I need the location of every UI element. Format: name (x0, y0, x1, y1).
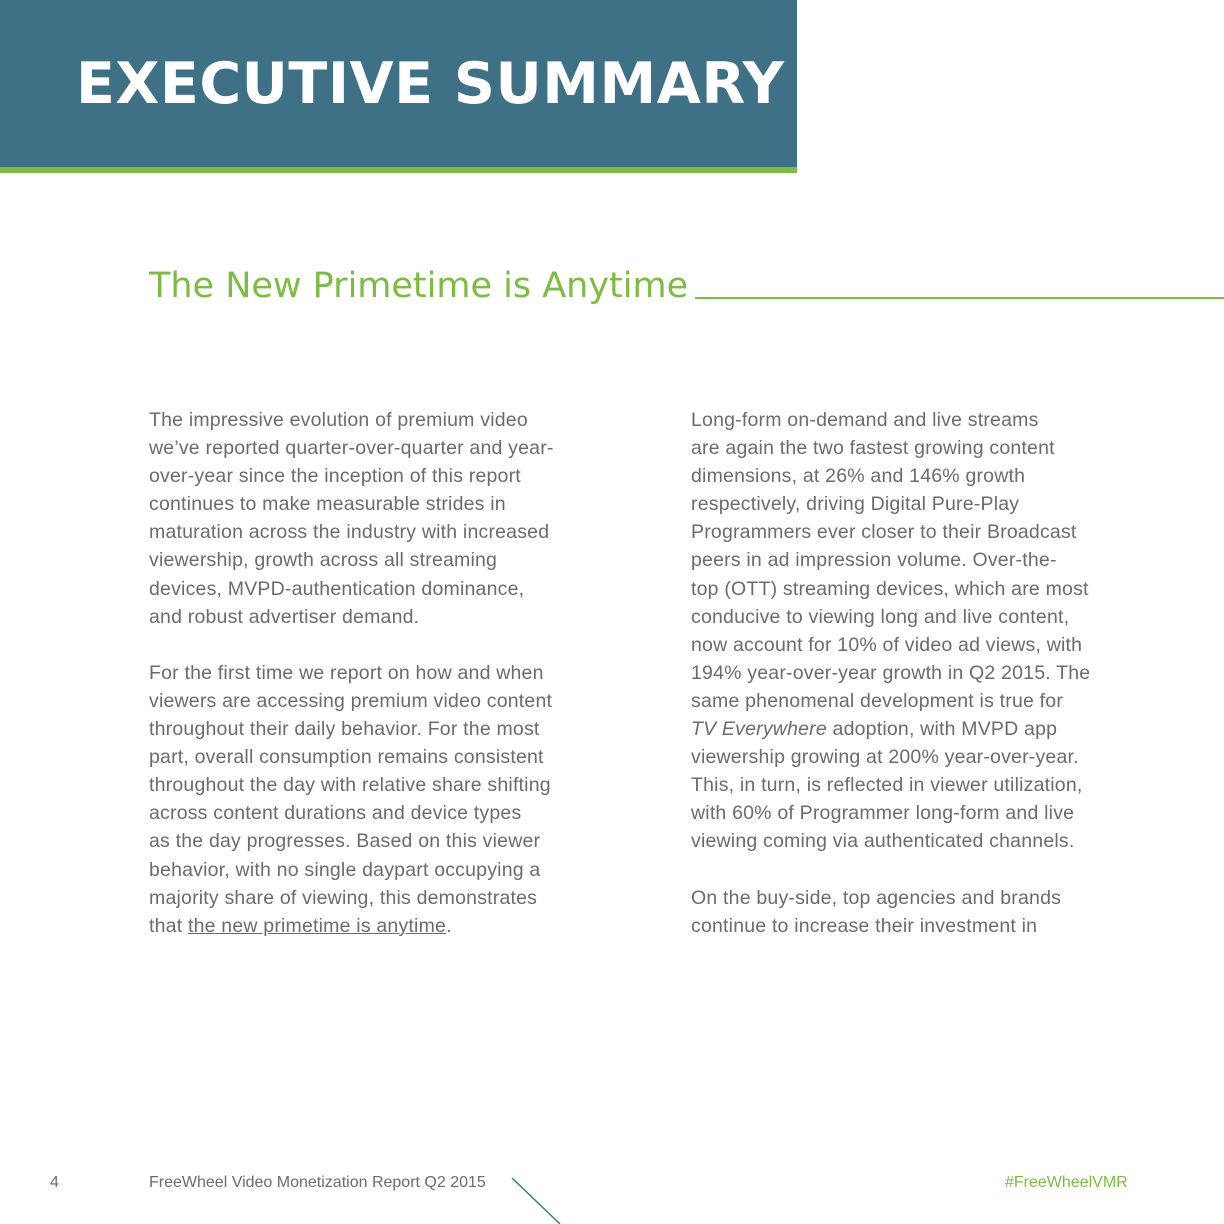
text-line: maturation across the industry with increased (149, 521, 550, 544)
left-column (149, 406, 579, 968)
text-fragment: adoption, with MVPD app (826, 718, 1058, 741)
text-line: part, overall consumption remains consistent (149, 746, 544, 769)
text-line: across content durations and device types (149, 802, 522, 825)
text-line: The impressive evolution of premium video (149, 409, 528, 431)
text-fragment: that (149, 914, 188, 937)
text-line: now account for 10% of video ad views, with (691, 633, 1083, 656)
text-line: For the first time we report on how and when (149, 661, 544, 684)
text-line: Long-form on-demand and live streams (691, 409, 1039, 431)
left-paragraph-2 (149, 659, 579, 940)
text-line-with-link (149, 912, 579, 940)
text-fragment: . (446, 914, 452, 937)
text-line: top (OTT) streaming devices, which are most (691, 577, 1089, 600)
text-line: On the buy-side, top agencies and brands (691, 886, 1062, 909)
text-line: continues to make measurable strides in (149, 493, 506, 516)
hashtag-link[interactable]: #FreeWheelVMR (1005, 1174, 1128, 1191)
text-line: Programmers ever closer to their Broadcast (691, 521, 1077, 544)
text-line: with 60% of Programmer long-form and live (691, 802, 1075, 825)
text-line: majority share of viewing, this demonstrates (149, 886, 538, 909)
left-paragraph-1 (149, 406, 579, 631)
text-line: are again the two fastest growing content (691, 437, 1055, 460)
text-line: respectively, driving Digital Pure-Play (691, 493, 1020, 516)
diagonal-rule-graphic (510, 1176, 562, 1224)
text-line: devices, MVPD-authentication dominance, (149, 577, 525, 600)
text-line: and robust advertiser demand. (149, 605, 420, 628)
right-paragraph-1 (691, 406, 1111, 856)
text-line: 194% year-over-year growth in Q2 2015. The (691, 661, 1091, 684)
right-paragraph-2 (691, 884, 1111, 940)
text-line: viewing coming via authenticated channels. (691, 830, 1075, 853)
text-line: This, in turn, is reflected in viewer utilization, (691, 774, 1083, 797)
section-title: The New Primetime is Anytime (149, 266, 689, 306)
text-line: peers in ad impression volume. Over-the- (691, 549, 1057, 572)
text-line: throughout their daily behavior. For the most (149, 718, 540, 741)
primetime-link[interactable]: the new primetime is anytime (187, 914, 447, 937)
right-column (691, 406, 1111, 968)
text-line: over-year since the inception of this report (149, 465, 521, 488)
text-line: continue to increase their investment in (691, 914, 1038, 937)
text-line: throughout the day with relative share shifting (149, 774, 551, 797)
tv-everywhere-emphasis: TV Everywhere (691, 718, 827, 741)
page-title: EXECUTIVE SUMMARY (76, 51, 785, 117)
header-accent-rule (0, 167, 797, 173)
report-title: FreeWheel Video Monetization Report Q2 2015 (149, 1174, 486, 1191)
text-line: we’ve reported quarter-over-quarter and year- (149, 437, 554, 460)
text-line: behavior, with no single daypart occupying a (149, 858, 541, 881)
text-line: same phenomenal development is true for (691, 689, 1064, 712)
text-line: dimensions, at 26% and 146% growth (691, 465, 1026, 488)
text-line: as the day progresses. Based on this viewer (149, 830, 541, 853)
text-line: conducive to viewing long and live content, (691, 605, 1070, 628)
text-line: viewers are accessing premium video content (149, 689, 553, 712)
page-number: 4 (50, 1174, 59, 1191)
text-line: viewership growing at 200% year-over-year. (691, 746, 1079, 769)
section-title-rule (695, 297, 1224, 299)
text-line-with-italic (691, 715, 1111, 743)
text-line: viewership, growth across all streaming (149, 549, 498, 572)
